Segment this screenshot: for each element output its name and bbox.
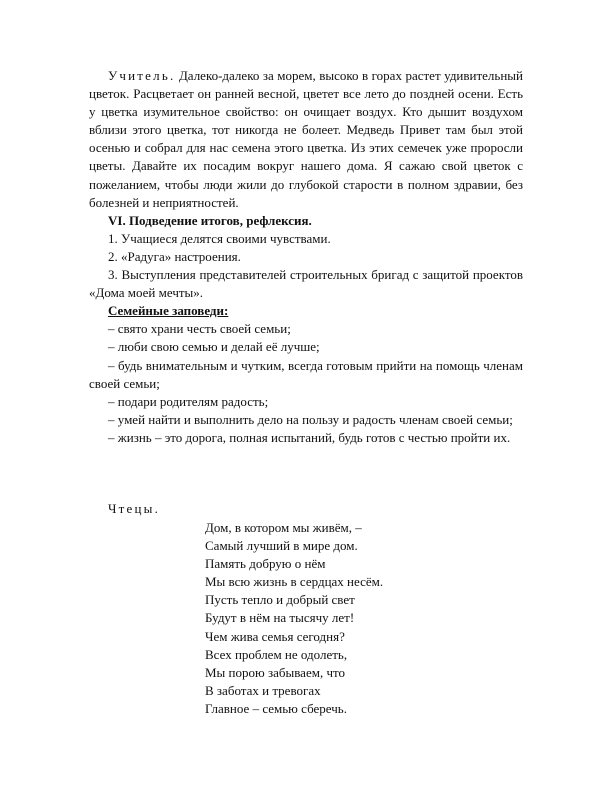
- poem-line: Дом, в котором мы живём, –: [205, 520, 362, 535]
- poem-line: Главное – семью сберечь.: [205, 700, 347, 716]
- readers-label: Чтецы.: [108, 501, 161, 516]
- poem-line: Пусть тепло и добрый свет: [205, 592, 355, 608]
- poem-line: Память добрую о нём: [205, 556, 326, 572]
- poem-line: Мы порою забываем, что: [205, 664, 345, 680]
- commandment-item: – умей найти и выполнить дело на пользу и радость членам своей семьи;: [108, 411, 513, 427]
- commandment-item: – люби свою семью и делай её лучше;: [108, 339, 320, 355]
- poem-line: Чем жива семья сегодня?: [205, 628, 345, 644]
- poem-block: [205, 519, 505, 718]
- poem-line: В заботах и тревогах: [205, 682, 321, 698]
- commandments-heading: Семейные заповеди:: [108, 303, 229, 319]
- poem-line: Самый лучший в мире дом.: [205, 538, 358, 554]
- commandment-item: – подари родителям радость;: [108, 393, 269, 409]
- commandment-item: – будь внимательным и чутким, всегда готовым прийти на помощь членам своей семьи;: [89, 357, 523, 391]
- poem-line: Всех проблем не одолеть,: [205, 646, 348, 662]
- step-item: 3. Выступления представителей строительных бригад с защитой проектов «Дома моей мечты».: [89, 267, 523, 301]
- step-item: 1. Учащиеся делятся своими чувствами.: [108, 230, 331, 246]
- commandment-item: – свято храни честь своей семьи;: [108, 321, 291, 337]
- teacher-speech: Далеко-далеко за морем, высоко в горах растет удивительный цветок. Расцветает он ранней весной, цветет все лето до поздней осени. Есть у цветка изумительное свойство: он очищает воздух. Кто дышит воздухом вблизи этого цветка, тот никогда не болеет. Медведь Привет там был этой осенью и собрал для нас семена этого цветка. Из этих семечек уже проросли цветы. Давайте их посадим вокруг нашего дома. Я сажаю свой цветок с пожеланием, чтобы люди жили до глубокой старости в полном здравии, без болезней и неприятностей.: [89, 68, 523, 210]
- poem-line: Будут в нём на тысячу лет!: [205, 610, 355, 626]
- main-text-block: [89, 67, 523, 447]
- commandment-item: – жизнь – это дорога, полная испытаний, будь готов с честью пройти их.: [108, 429, 511, 445]
- step-item: 2. «Радуга» настроения.: [108, 248, 241, 264]
- poem-line: Мы всю жизнь в сердцах несём.: [205, 574, 384, 590]
- section-heading: VI. Подведение итогов, рефлексия.: [108, 212, 312, 228]
- teacher-paragraph: [89, 67, 523, 212]
- teacher-speaker-label: Учитель.: [108, 68, 176, 83]
